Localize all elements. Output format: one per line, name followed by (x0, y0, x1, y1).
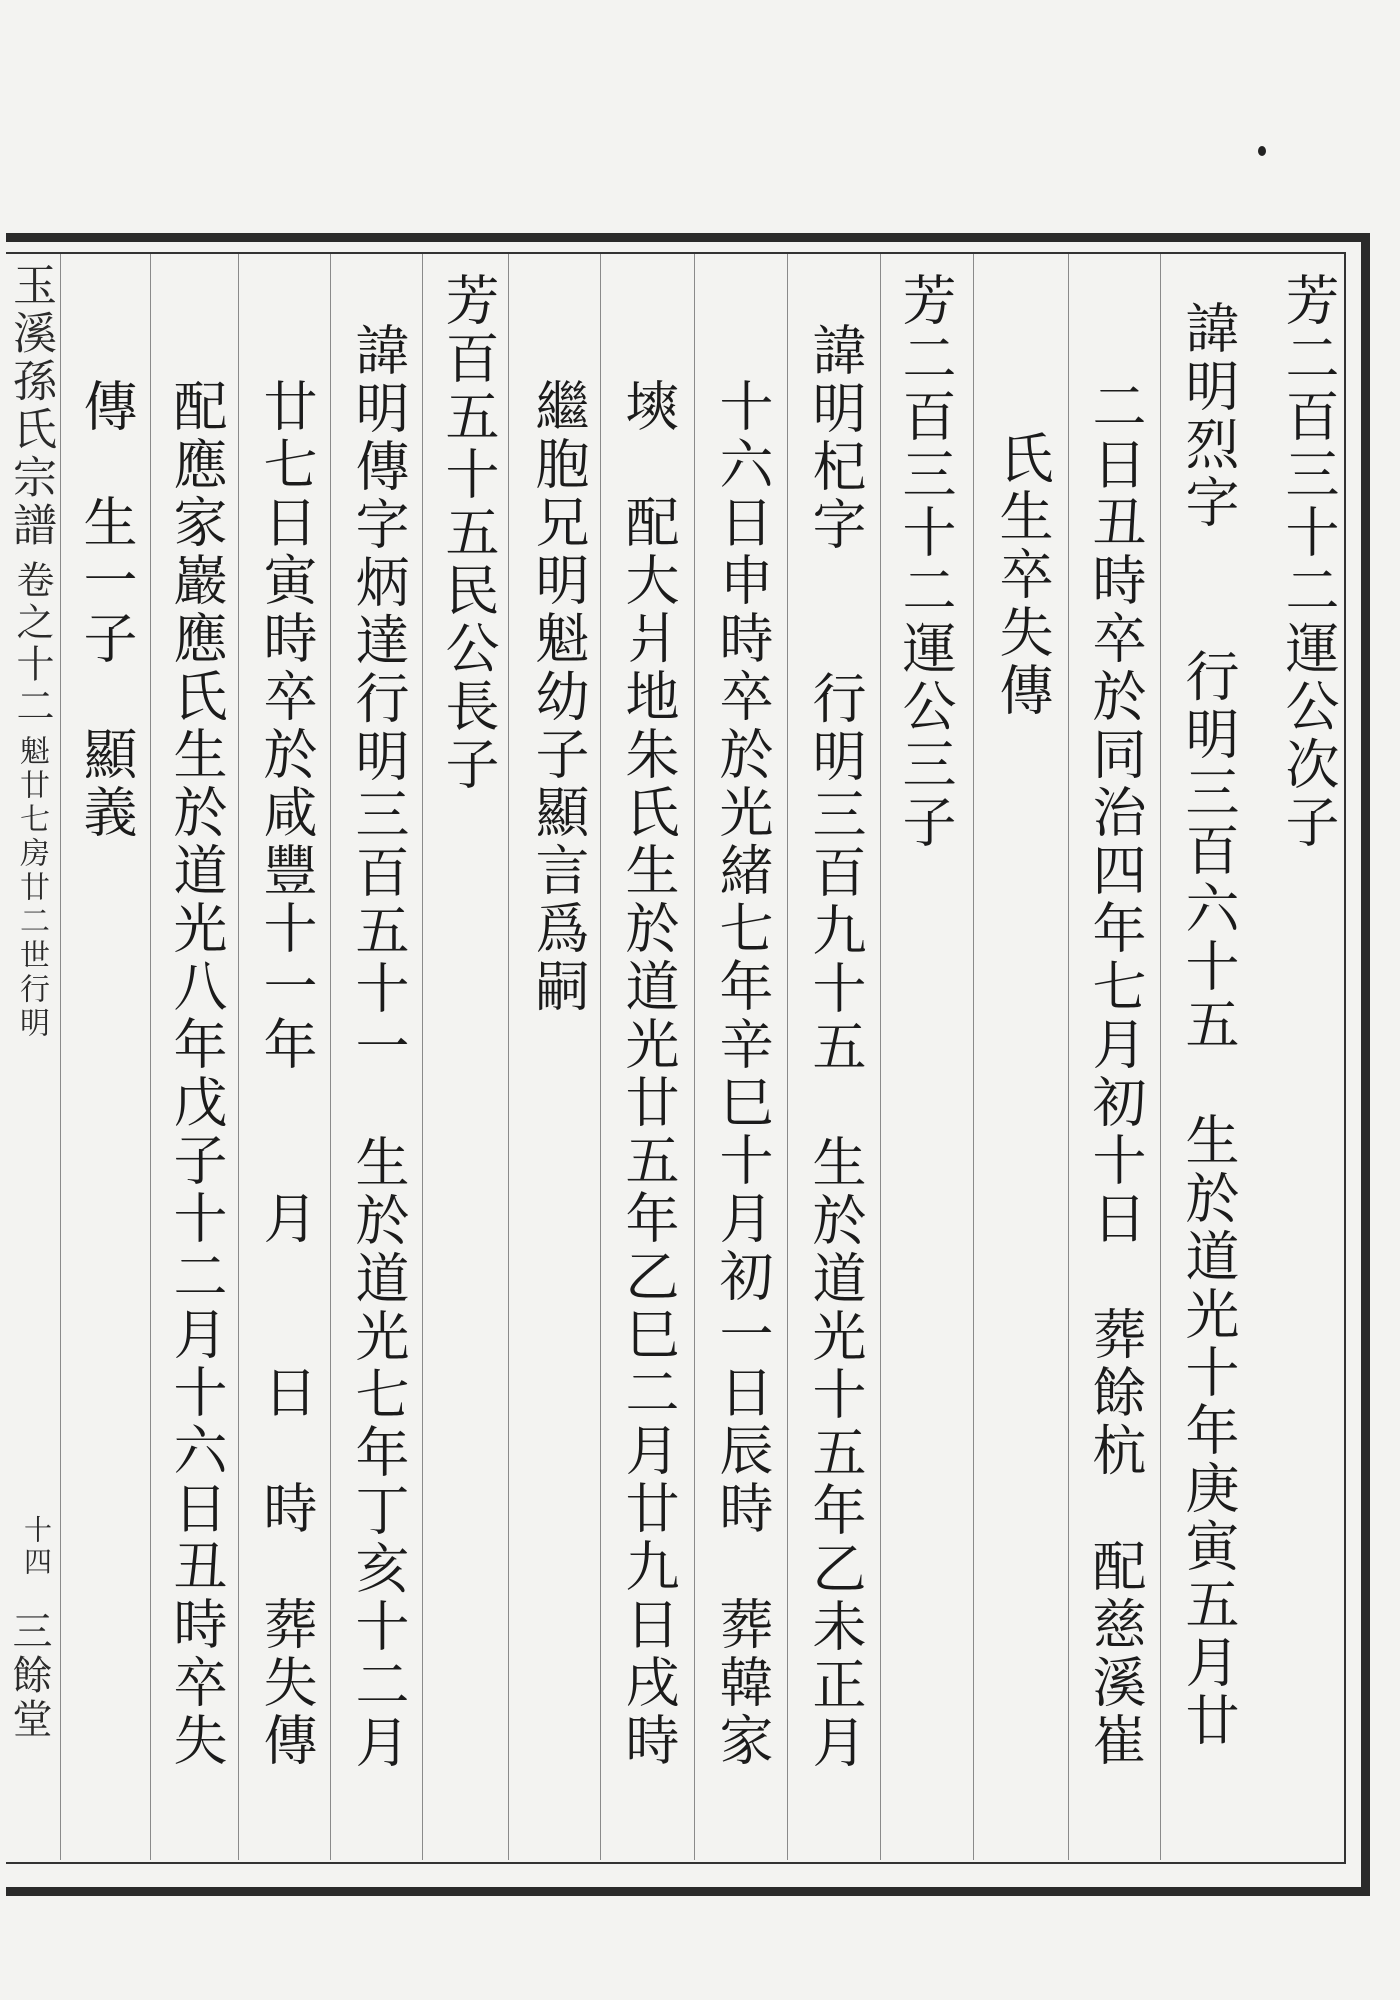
column-rule (238, 254, 239, 1860)
text-column-5: 芳二百三十二運公三子 (894, 272, 957, 852)
text-column-12: 廿七日寅時卒於咸豐十一年 月 日 時 葬失傳 (255, 378, 318, 1770)
margin-section: 魁廿七房廿二世行明 (14, 735, 49, 1041)
text-column-2: 諱明烈字 行明三百六十五 生於道光十年庚寅五月廿 (1177, 300, 1240, 1750)
column-rule (600, 254, 601, 1860)
text-column-1: 芳二百三十二運公次子 (1277, 272, 1340, 852)
column-rule (330, 254, 331, 1860)
text-column-10: 芳百五十五民公長子 (437, 272, 500, 794)
ink-speck (1258, 146, 1266, 156)
column-rule (150, 254, 151, 1860)
column-rule (787, 254, 788, 1860)
margin-hall-name: 三餘堂 (6, 1610, 52, 1742)
column-rule (422, 254, 423, 1860)
margin-book-title: 玉溪孫氏宗譜 (5, 262, 56, 550)
margin-volume: 卷之十二 (10, 560, 54, 728)
column-rule (1160, 254, 1161, 1860)
column-rule (1068, 254, 1069, 1860)
text-column-3: 二日丑時卒於同治四年七月初十日 葬餘杭 配慈溪崔 (1084, 378, 1147, 1770)
margin-page-number: 十四 (20, 1515, 53, 1579)
text-column-7: 十六日申時卒於光緒七年辛巳十月初一日辰時 葬韓家 (711, 378, 774, 1770)
text-column-6: 諱明杞字 行明三百九十五 生於道光十五年乙未正月 (804, 322, 867, 1772)
column-rule (508, 254, 509, 1860)
text-column-8: 塽 配大爿地朱氏生於道光廿五年乙巳二月廿九日戌時 (617, 378, 680, 1770)
text-column-4: 氏生卒失傳 (991, 430, 1054, 720)
column-rule (973, 254, 974, 1860)
column-rule (694, 254, 695, 1860)
column-rule (880, 254, 881, 1860)
column-rule (60, 254, 61, 1860)
text-column-14: 傳 生一子 顯義 (75, 378, 138, 842)
text-column-13: 配應家巖應氏生於道光八年戊子十二月十六日丑時卒失 (165, 378, 228, 1770)
text-column-9: 繼胞兄明魁幼子顯言爲嗣 (527, 378, 590, 1016)
text-column-11: 諱明傳字炳達行明三百五十一 生於道光七年丁亥十二月 (347, 322, 410, 1772)
